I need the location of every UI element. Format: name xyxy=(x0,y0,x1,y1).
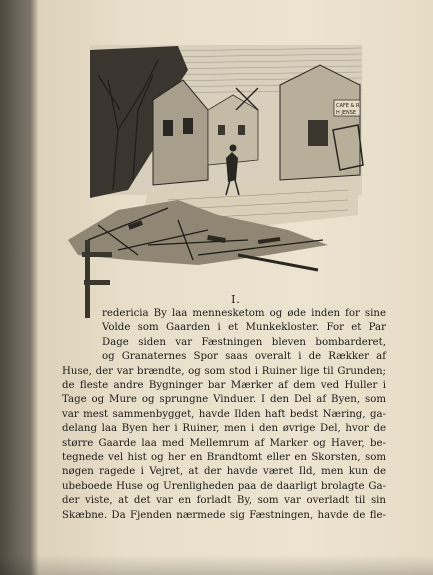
sign-text-line1: CAFE & R xyxy=(336,103,360,109)
paragraph-line: Skæbne. Da Fjenden nærmede sig Fæstningen, havde de fle- xyxy=(62,509,386,521)
paragraph-line: redericia By laa mennesketom og øde inden for sine xyxy=(102,308,386,319)
paragraph-line: Tage og Mure og sprungne Vinduer. I den Del af Byen, som xyxy=(62,394,386,406)
sign-text-line2: H JENSE xyxy=(336,110,357,116)
paragraph-line: og Granaternes Spor saas overalt i de Rækker af xyxy=(102,351,386,363)
paragraph-line: ubeboede Huse og Urenligheden paa de daarligt brolagte Ga- xyxy=(62,480,386,492)
page-shadow xyxy=(0,555,433,575)
paragraph-line: delang laa Byen her i Ruiner, men i den øvrige Del, hvor de xyxy=(62,423,386,435)
chapter-number: I. xyxy=(231,293,241,306)
paragraph-line: nøgen ragede i Vejret, at der havde været Ild, men kun de xyxy=(62,466,386,478)
paragraph-line: tegnede vel hist og her en Brandtomt eller en Skorsten, som xyxy=(62,452,386,464)
ruined-town-illustration xyxy=(58,40,368,318)
paragraph-line: Huse, der var brændte, og som stod i Ruiner lige til Grunden; xyxy=(62,365,386,377)
paragraph-line: større Gaarde laa med Mellemrum af Marker og Haver, be- xyxy=(62,437,386,449)
paragraph-line: Dage siden var Fæstningen bleven bombarderet, xyxy=(102,336,386,348)
chapter-text xyxy=(62,293,386,523)
paragraph-line: de fleste andre Bygninger bar Mærker af dem ved Huller i xyxy=(62,380,386,392)
paragraph-line: Volde som Gaarden i et Munkekloster. For et Par xyxy=(102,322,386,334)
paragraph-line: var mest sammenbygget, havde Ilden haft bedst Næring, ga- xyxy=(62,408,386,420)
paragraph-line: der viste, at det var en forladt By, som var overladt til sin xyxy=(62,495,386,507)
